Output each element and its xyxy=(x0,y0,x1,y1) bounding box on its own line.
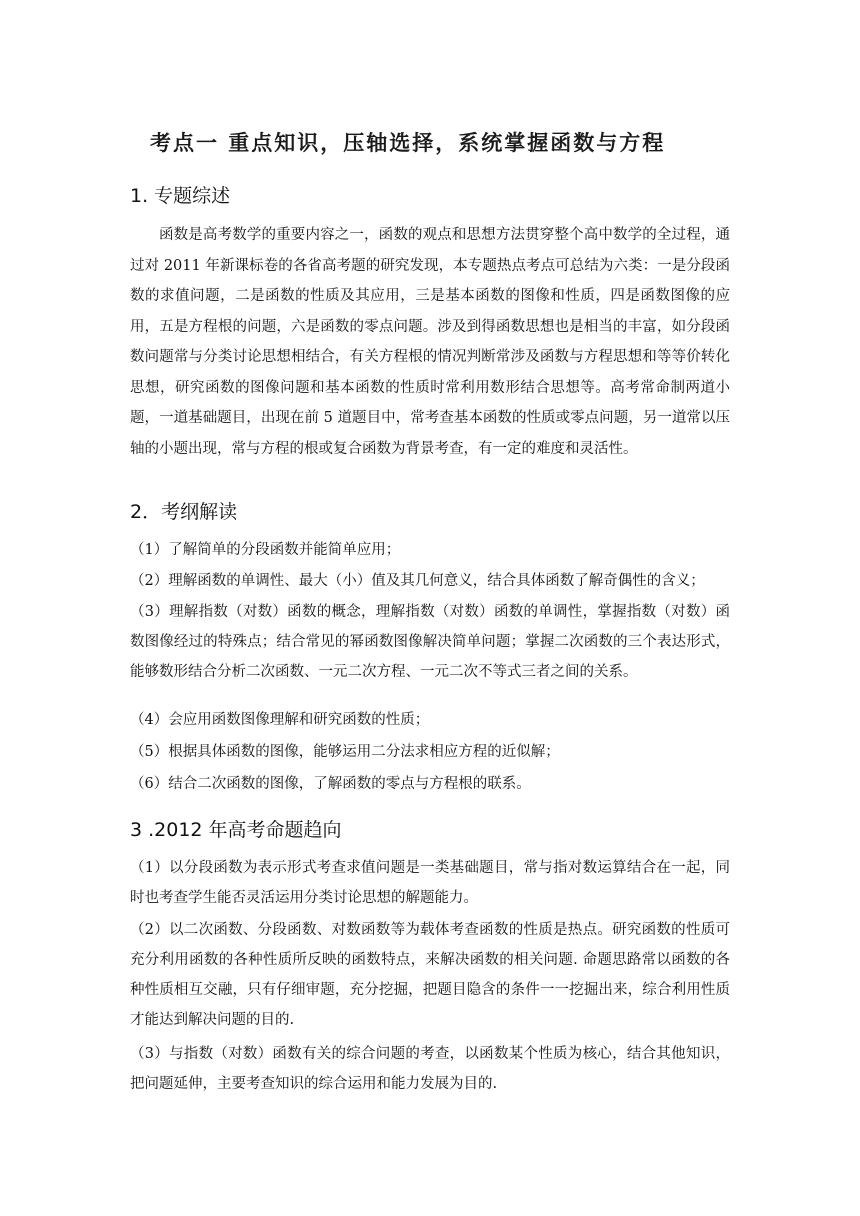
section1-paragraph: 函数是高考数学的重要内容之一，函数的观点和思想方法贯穿整个高中数学的全过程，通过对 2011 年新课标卷的各省高考题的研究发现，本专题热点考点可总结为六类：一是分段函数的求值问题，二是函数的性质及其应用，三是基本函数的图像和性质，四是函数图像的应用，五是方程根的问题，六是函数的零点问题。涉及到得函数思想也是相当的丰富，如分段函数问题常与分类讨论思想相结合，有关方程根的情况判断常涉及函数与方程思想和等等价转化思想，研究函数的图像问题和基本函数的性质时常利用数形结合思想等。高考常命制两道小题，一道基础题目，出现在前 5 道题目中，常考查基本函数的性质或零点问题，另一道常以压轴的小题出现，常与方程的根或复合函数为背景考查，有一定的难度和灵活性。 xyxy=(130,227,730,457)
outline-item: （2）理解函数的单调性、最大（小）值及其几何意义，结合具体函数了解奇偶性的含义； xyxy=(130,573,705,589)
page-title: 考点一 重点知识，压轴选择，系统掌握函数与方程 xyxy=(150,131,666,155)
outline-item: （5）根据具体函数的图像，能够运用二分法求相应方程的近似解； xyxy=(130,744,560,760)
outline-item: （3）理解指数（对数）函数的概念，理解指数（对数）函数的单调性，掌握指数（对数）函数图像经过的特殊点；结合常见的幂函数图像解决简单问题；掌握二次函数的三个表达形式，能够数形结合分析二次函数、一元二次方程、一元二次不等式三者之间的关系。 xyxy=(130,604,730,680)
outline-item: （6）结合二次函数的图像，了解函数的零点与方程根的联系。 xyxy=(130,776,531,792)
trend-item: （1）以分段函数为表示形式考查求值问题是一类基础题目，常与指对数运算结合在一起，同时也考查学生能否灵活运用分类讨论思想的解题能力。 xyxy=(130,860,730,906)
trend-item: （3）与指数（对数）函数有关的综合问题的考查，以函数某个性质为核心，结合其他知识，把问题延伸，主要考查知识的综合运用和能力发展为目的. xyxy=(130,1046,730,1092)
section1-heading: 1. 专题综述 xyxy=(130,185,231,207)
trend-item: （2）以二次函数、分段函数、对数函数等为载体考查函数的性质是热点。研究函数的性质可充分利用函数的各种性质所反映的函数特点，来解决函数的相关问题. 命题思路常以函数的各种性质相互交融，只有仔细审题，充分挖掘，把题目隐含的条件一一挖掘出来，综合利用性质才能达到解决问题的目的. xyxy=(130,922,730,1028)
outline-item: （1）了解简单的分段函数并能简单应用； xyxy=(130,542,401,558)
section3-heading: 3 .2012 年高考命题趋向 xyxy=(130,819,342,841)
outline-item: （4）会应用函数图像理解和研究函数的性质； xyxy=(130,712,430,728)
section2-heading: 2．考纲解读 xyxy=(130,501,238,523)
